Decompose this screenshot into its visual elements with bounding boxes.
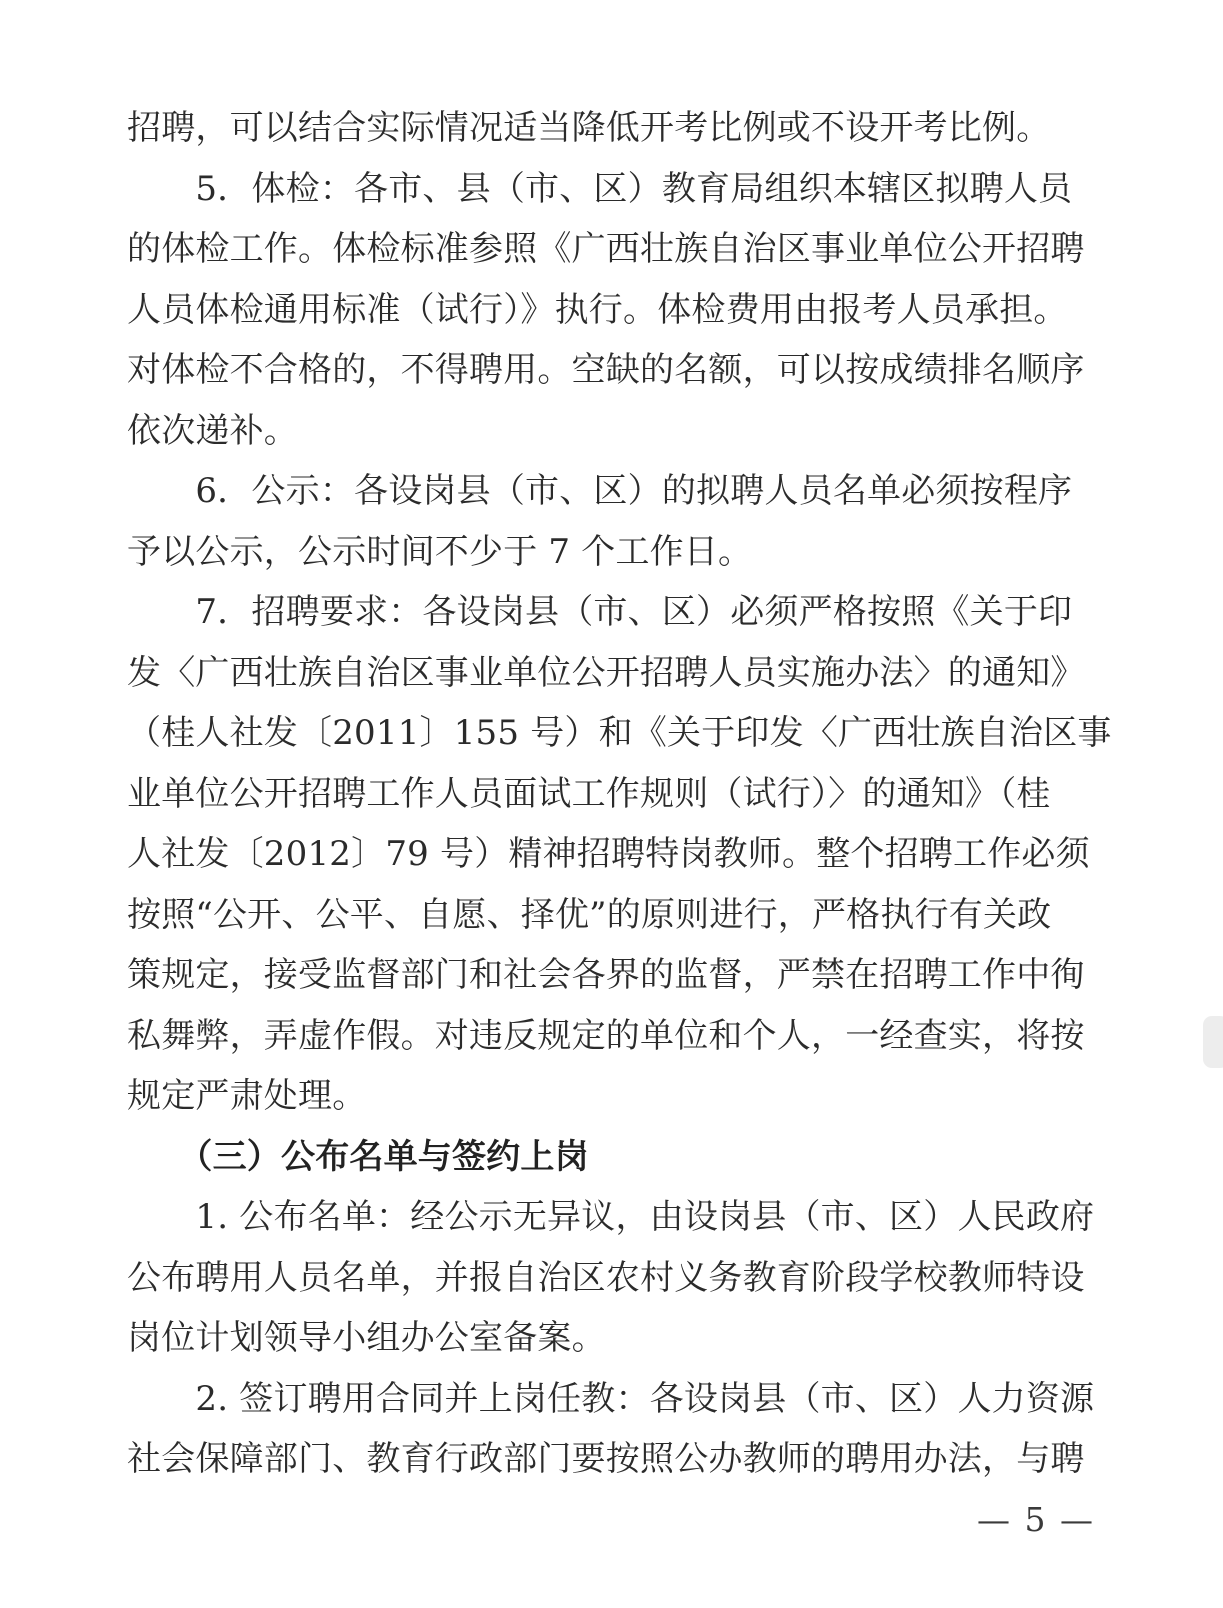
text-line: 社会保障部门、教育行政部门要按照公办教师的聘用办法，与聘 <box>127 1439 1085 1479</box>
text-line: 策规定，接受监督部门和社会各界的监督，严禁在招聘工作中徇 <box>127 955 1085 995</box>
document-body <box>127 98 1112 1490</box>
page-number: — 5 — <box>977 1500 1095 1539</box>
text-line: 人员体检通用标准（试行）》执行。体检费用由报考人员承担。 <box>127 289 1068 330</box>
text-line: 予以公示，公示时间不少于 7 个工作日。 <box>127 531 753 572</box>
section-heading: （三）公布名单与签约上岗 <box>127 1136 589 1177</box>
text-line: 发〈广西壮族自治区事业单位公开招聘人员实施办法〉的通知》 <box>127 652 1085 693</box>
text-line: 私舞弊，弄虚作假。对违反规定的单位和个人，一经查实，将按 <box>127 1015 1085 1056</box>
text-line: 招聘，可以结合实际情况适当降低开考比例或不设开考比例。 <box>127 108 1051 148</box>
text-line: 2. 签订聘用合同并上岗任教：各设岗县（市、区）人力资源 <box>127 1378 1095 1419</box>
text-line: 7．招聘要求：各设岗县（市、区）必须严格按照《关于印 <box>127 592 1073 632</box>
text-line: 岗位计划领导小组办公室备案。 <box>127 1318 606 1358</box>
text-line: 1. 公布名单：经公示无异议，由设岗县（市、区）人民政府 <box>127 1197 1095 1237</box>
text-line: 对体检不合格的，不得聘用。空缺的名额，可以按成绩排名顺序 <box>127 350 1085 390</box>
text-line: 6．公示：各设岗县（市、区）的拟聘人员名单必须按程序 <box>127 471 1073 511</box>
text-line: 的体检工作。体检标准参照《广西壮族自治区事业单位公开招聘 <box>127 229 1085 269</box>
text-line: 人社发〔2012〕79 号）精神招聘特岗教师。整个招聘工作必须 <box>127 834 1090 874</box>
scrollbar-thumb[interactable] <box>1203 1016 1223 1068</box>
text-line: 5．体检：各市、县（市、区）教育局组织本辖区拟聘人员 <box>127 168 1073 209</box>
text-line: 按照“公开、公平、自愿、择优”的原则进行，严格执行有关政 <box>127 894 1052 935</box>
text-line: 依次递补。 <box>127 410 298 451</box>
text-line: 业单位公开招聘工作人员面试工作规则（试行）〉的通知》（桂 <box>127 773 1051 814</box>
text-line: 公布聘用人员名单，并报自治区农村义务教育阶段学校教师特设 <box>127 1257 1085 1298</box>
text-line: 规定严肃处理。 <box>127 1076 367 1116</box>
text-line: （桂人社发〔2011〕155 号）和《关于印发〈广西壮族自治区事 <box>127 713 1112 753</box>
